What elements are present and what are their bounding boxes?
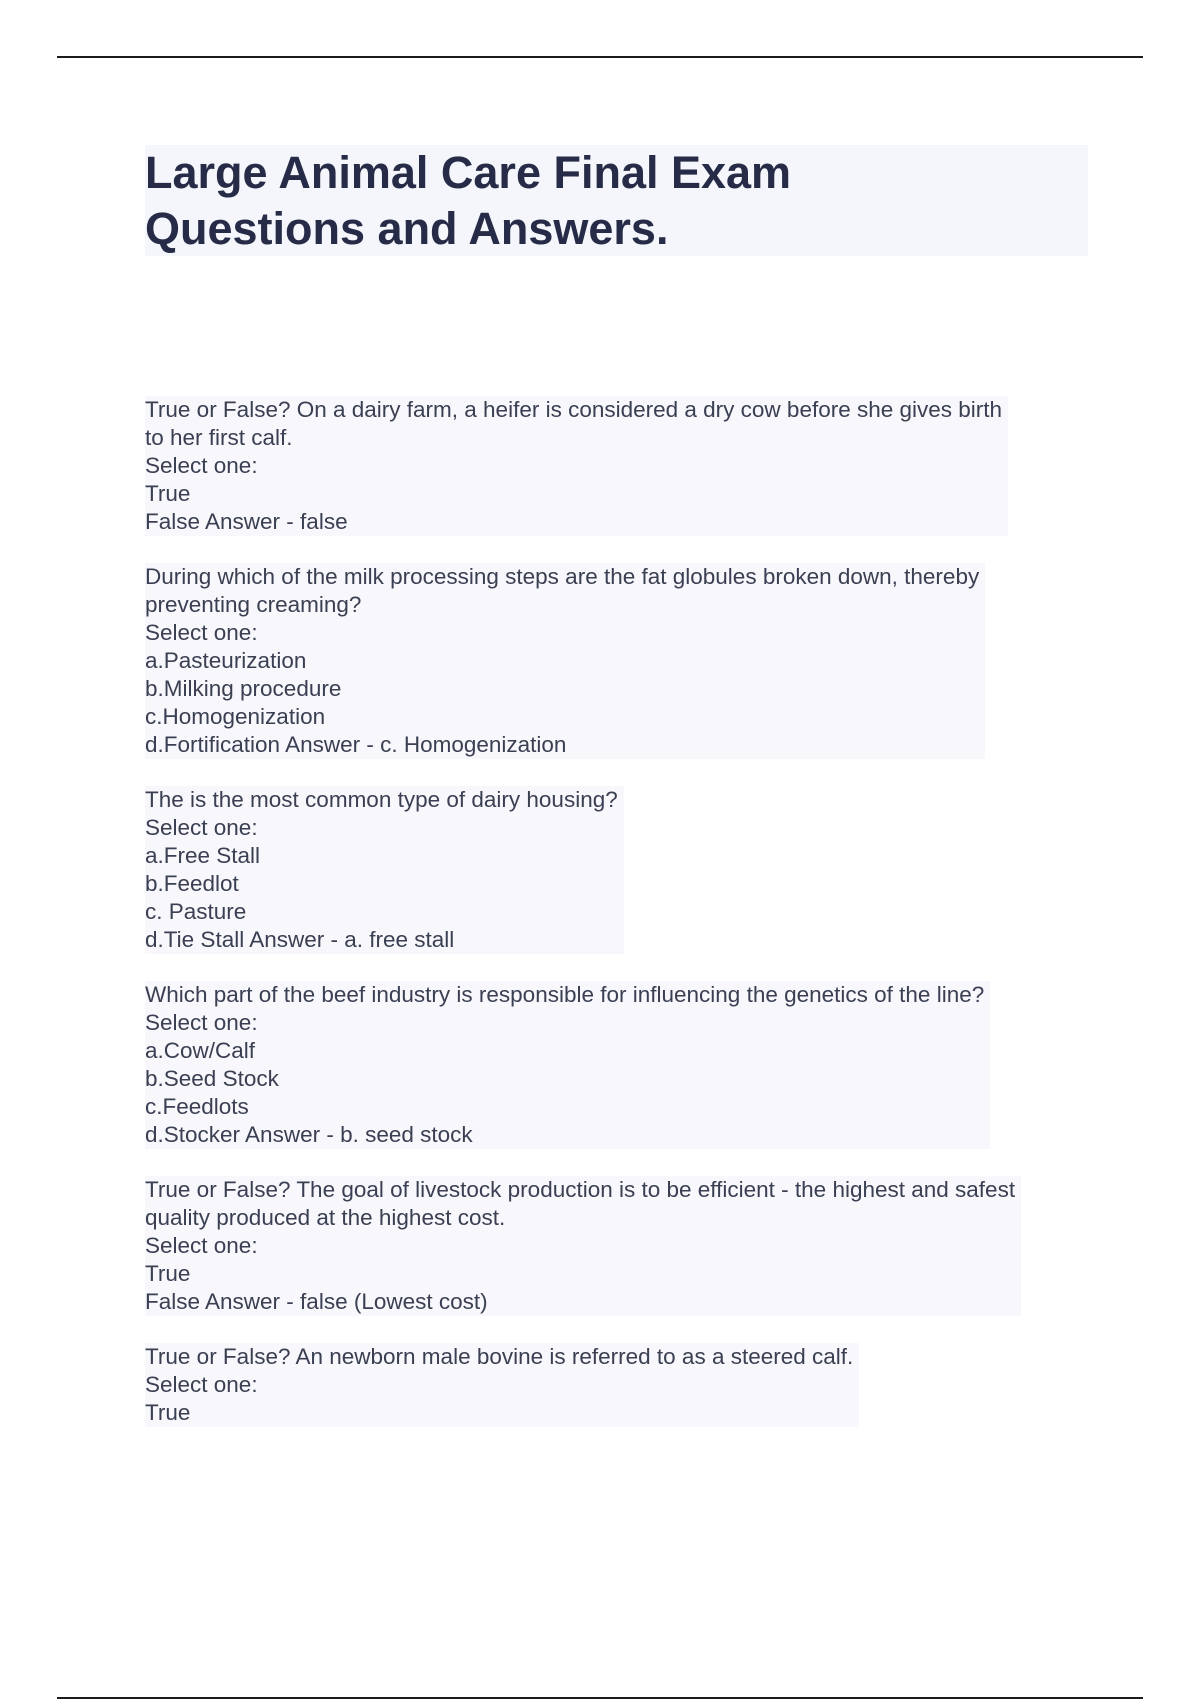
select-prompt: Select one: [145,1233,258,1258]
option: True [145,1261,191,1286]
title-line-1: Large Animal Care Final Exam [145,147,792,198]
option: True [145,1400,191,1425]
questions-list [145,396,1090,1454]
option: c. Pasture [145,899,247,924]
question-text: quality produced at the highest cost. [145,1205,506,1230]
option: b.Milking procedure [145,676,342,701]
option: b.Seed Stock [145,1066,279,1091]
top-rule [57,56,1143,58]
option: b.Feedlot [145,871,239,896]
question-text: True or False? An newborn male bovine is referred to as a steered calf. [145,1344,854,1369]
question-text: True or False? On a dairy farm, a heifer is considered a dry cow before she gives birth [145,397,1003,422]
option: a.Cow/Calf [145,1038,256,1063]
title-block [145,145,1088,256]
option: a.Free Stall [145,843,261,868]
option-answer: d.Stocker Answer - b. seed stock [145,1122,473,1147]
select-prompt: Select one: [145,1372,258,1397]
select-prompt: Select one: [145,1010,258,1035]
question-text: True or False? The goal of livestock production is to be efficient - the highest and safest [145,1177,1016,1202]
select-prompt: Select one: [145,620,258,645]
option: c.Feedlots [145,1094,249,1119]
question-block-5 [145,1176,1021,1316]
question-block-1 [145,396,1008,536]
option: True [145,481,191,506]
document-title [145,145,1088,257]
title-line-2: Questions and Answers. [145,203,669,254]
question-block-4 [145,981,990,1149]
question-text: Which part of the beef industry is responsible for influencing the genetics of the line? [145,982,985,1007]
question-block-3 [145,786,624,954]
option-answer: False Answer - false [145,509,348,534]
question-text: During which of the milk processing steps are the fat globules broken down, thereby [145,564,980,589]
question-text: to her first calf. [145,425,293,450]
question-block-2 [145,563,985,759]
bottom-rule [57,1697,1143,1699]
question-block-6 [145,1343,859,1427]
option-answer: False Answer - false (Lowest cost) [145,1289,488,1314]
option-answer: d.Fortification Answer - c. Homogenization [145,732,567,757]
option-answer: d.Tie Stall Answer - a. free stall [145,927,455,952]
select-prompt: Select one: [145,453,258,478]
question-text: preventing creaming? [145,592,362,617]
option: a.Pasteurization [145,648,307,673]
select-prompt: Select one: [145,815,258,840]
question-text: The is the most common type of dairy housing? [145,787,618,812]
option: c.Homogenization [145,704,326,729]
